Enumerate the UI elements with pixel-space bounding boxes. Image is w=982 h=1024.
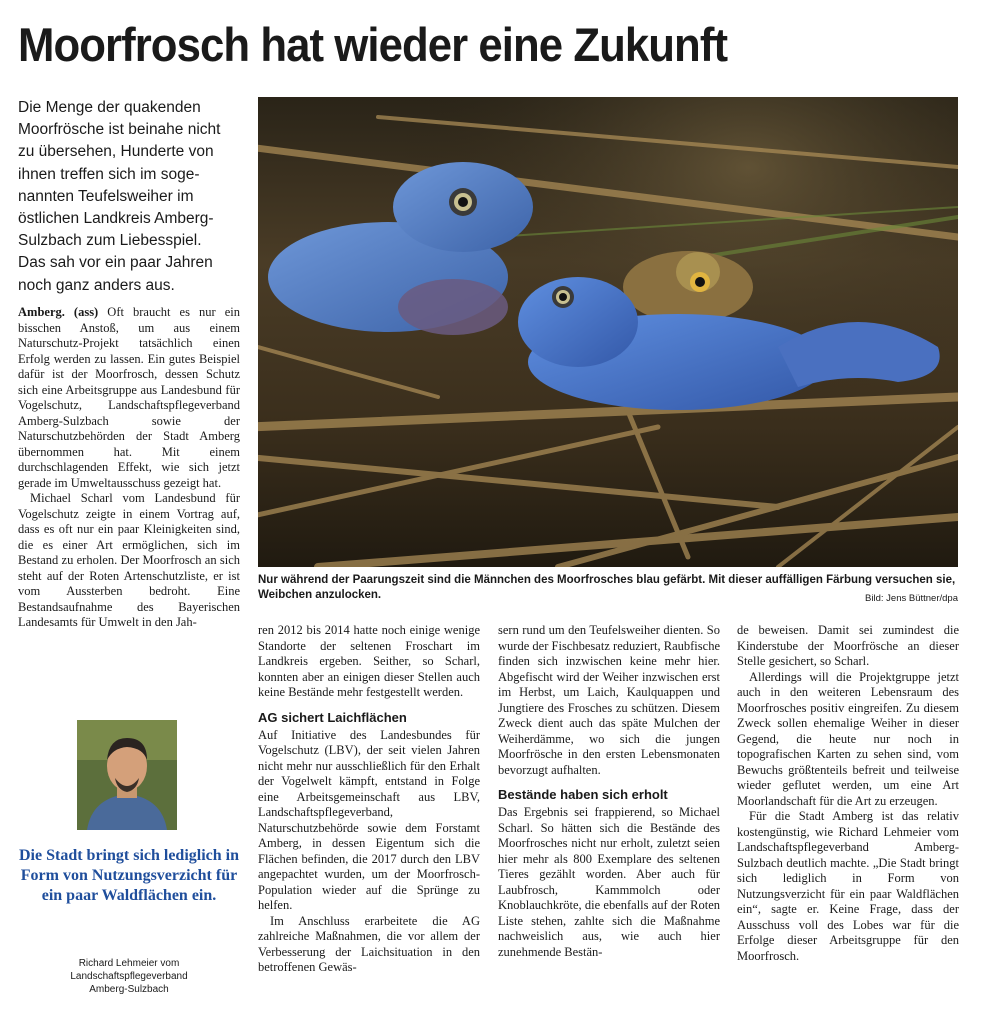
paragraph-text: Oft braucht es nur ein bisschen Anstoß, um aus einem Naturschutz-Projekt tatsächlich einen Erfolg werden zu lassen. Ein gutes Beispiel dafür ist der Moorfrosch, dessen Schutz sich eine Arbeitsgruppe aus Landesbund für Vogelschutz, Landschaftspflegeverband Amberg-Sulzbach sowie der Naturschutzbehörden der Stadt Amberg übernommen hat. Mit einem durchschlagenden Effekt, wie sich jetzt gerade im Umweltausschuss gezeigt hat.	[18, 305, 240, 490]
subheading: AG sichert Laichflächen	[258, 709, 407, 725]
lead-line: nannten Teufelsweiher im	[18, 187, 194, 205]
article-paragraph	[18, 305, 240, 491]
subheading: Bestände haben sich erholt	[498, 787, 668, 802]
attribution-line: Richard Lehmeier vom	[78, 958, 180, 969]
lead-line: östlichen Landkreis Amberg-	[18, 210, 214, 228]
article-paragraph: Allerdings will die Projektgruppe jetzt auch in den weiteren Lebensraum des Moorfrosches positiv eingreifen. Zu diesem Zweck sollen ehemalige Weiher in dieser Gegend, die heute nur noch in topografischen Karten zu sehen sind, vom Bewuchs größtenteils befreit und teilweise wieder geflutet werden, um eine Art Moorlandschaft für die Art zu erzeugen.	[737, 669, 959, 808]
quote-attribution	[18, 957, 240, 996]
article-paragraph: Für die Stadt Amberg ist das relativ kostengünstig, wie Richard Lehmeier vom Landschaftspflegeverband Amberg-Sulzbach deutlich machte. „Die Stadt bringt sich lediglich in Form von Nutzungsverzicht für ein paar Waldflächen ein“, sagte er. Keine Frage, dass der Ausschuss voll des Lobes war für die Erfolge dieser Arbeitsgruppe für den Moorfrosch.	[737, 809, 959, 963]
article-column-4	[737, 623, 959, 964]
article-paragraph: Auf Initiative des Landesbundes für Vogelschutz (LBV), der seit vielen Jahren nicht mehr nur ausschließlich für den Erhalt der Vogelwelt kämpft, entstand in Folge eine Arbeitsgemeinschaft aus LBV, Landschaftspflegeverband, Naturschutzbehörde sowie dem Forstamt Amberg, in dessen Eigentum sich die Flächen befinden, die 2017 durch den LBV angepachtet wurden, um der Moorfrosch-Population wieder auf die Sprünge zu helfen.	[258, 727, 480, 912]
attribution-line: Amberg-Sulzbach	[89, 984, 169, 995]
attribution-line: Landschaftspflegeverband	[70, 971, 188, 982]
lead-line: noch ganz anders aus.	[18, 276, 175, 294]
lead-line: Das sah vor ein paar Jahren	[18, 254, 213, 272]
article-column-3	[498, 623, 720, 960]
portrait-image	[77, 720, 177, 830]
pull-quote: Die Stadt bringt sich lediglich in Form von Nutzungsverzicht für ein paar Waldflächen ein.	[18, 847, 240, 904]
article-paragraph: Das Ergebnis sei frappierend, so Michael Scharl. So hätten sich die Bestände des Moorfrosches nicht nur erholt, zuletzt seien hier mehr als 800 Exemplare des seltenen Tieres gezählt worden. Aber auch für Laubfrosch, Kammmolch oder Knoblauchkröte, die ebenfalls auf der Roten Liste stehen, zahlte sich die Maßnahme nachweislich aus, wie auch hier zunehmende Bestän-	[498, 805, 720, 959]
lead-line: Moorfrösche ist beinahe nicht	[18, 121, 221, 139]
photo-caption: Nur während der Paarungszeit sind die Männchen des Moorfrosches blau gefärbt. Mit dieser auffälligen Färbung versuchen sie, Weibchen anzulocken.	[258, 574, 956, 601]
photo-credit: Bild: Jens Büttner/dpa	[865, 593, 958, 604]
frog-photo-image	[258, 97, 958, 567]
lead-paragraph	[18, 97, 250, 297]
lead-line: ihnen treffen sich im soge-	[18, 165, 200, 183]
headline: Moorfrosch hat wieder eine Zukunft	[18, 18, 728, 71]
dateline: Amberg. (ass)	[18, 305, 99, 319]
article-column-1	[18, 305, 240, 631]
article-paragraph: sern rund um den Teufelsweiher dienten. So wurde der Fischbesatz reduziert, Raubfische finden sich inzwischen keine mehr hier. Abgefischt wird der Weiher inzwischen erst im Herbst, um Laich, Kaulquappen und Jungtiere des Frosches zu schützen. Diesem Zweck dient auch das späte Mulchen der Weiherdämme, wo sich die jungen Moorfrösche in den ersten Lebensmonaten bevorzugt aufhalten.	[498, 623, 720, 777]
lead-line: Sulzbach zum Liebesspiel.	[18, 232, 202, 250]
lead-line: zu übersehen, Hunderte von	[18, 143, 214, 161]
article-paragraph: de beweisen. Damit sei zumindest die Kinderstube der Moorfrösche an dieser Stelle gesichert, so Scharl.	[737, 623, 959, 668]
article-column-2	[258, 623, 480, 976]
frog-photo	[258, 97, 958, 567]
portrait-photo	[77, 720, 177, 830]
article-paragraph: ren 2012 bis 2014 hatte noch einige wenige Standorte der seltenen Froschart im Landkreis ergeben. Seither, so Scharl, konnten aber an einigen dieser Stellen auch keine Bestände mehr festgestellt werden.	[258, 623, 480, 699]
article-paragraph: Im Anschluss erarbeitete die AG zahlreiche Maßnahmen, die vor allem der Verbesserung der Laichsituation in den betroffenen Gewäs-	[258, 913, 480, 974]
lead-line: Die Menge der quakenden	[18, 99, 201, 116]
article-paragraph: Michael Scharl vom Landesbund für Vogelschutz zeigte in einem Vortrag auf, dass es oft nur ein paar Kleinigkeiten sind, die es einer Art ermöglichen, sich im Bestand zu erholen. Der Moorfrosch an sich steht auf der Roten Artenschutzliste, er ist vom Aussterben bedroht. Eine Bestandsaufnahme des Bayerischen Landesamts für Umwelt in den Jah-	[18, 491, 240, 629]
